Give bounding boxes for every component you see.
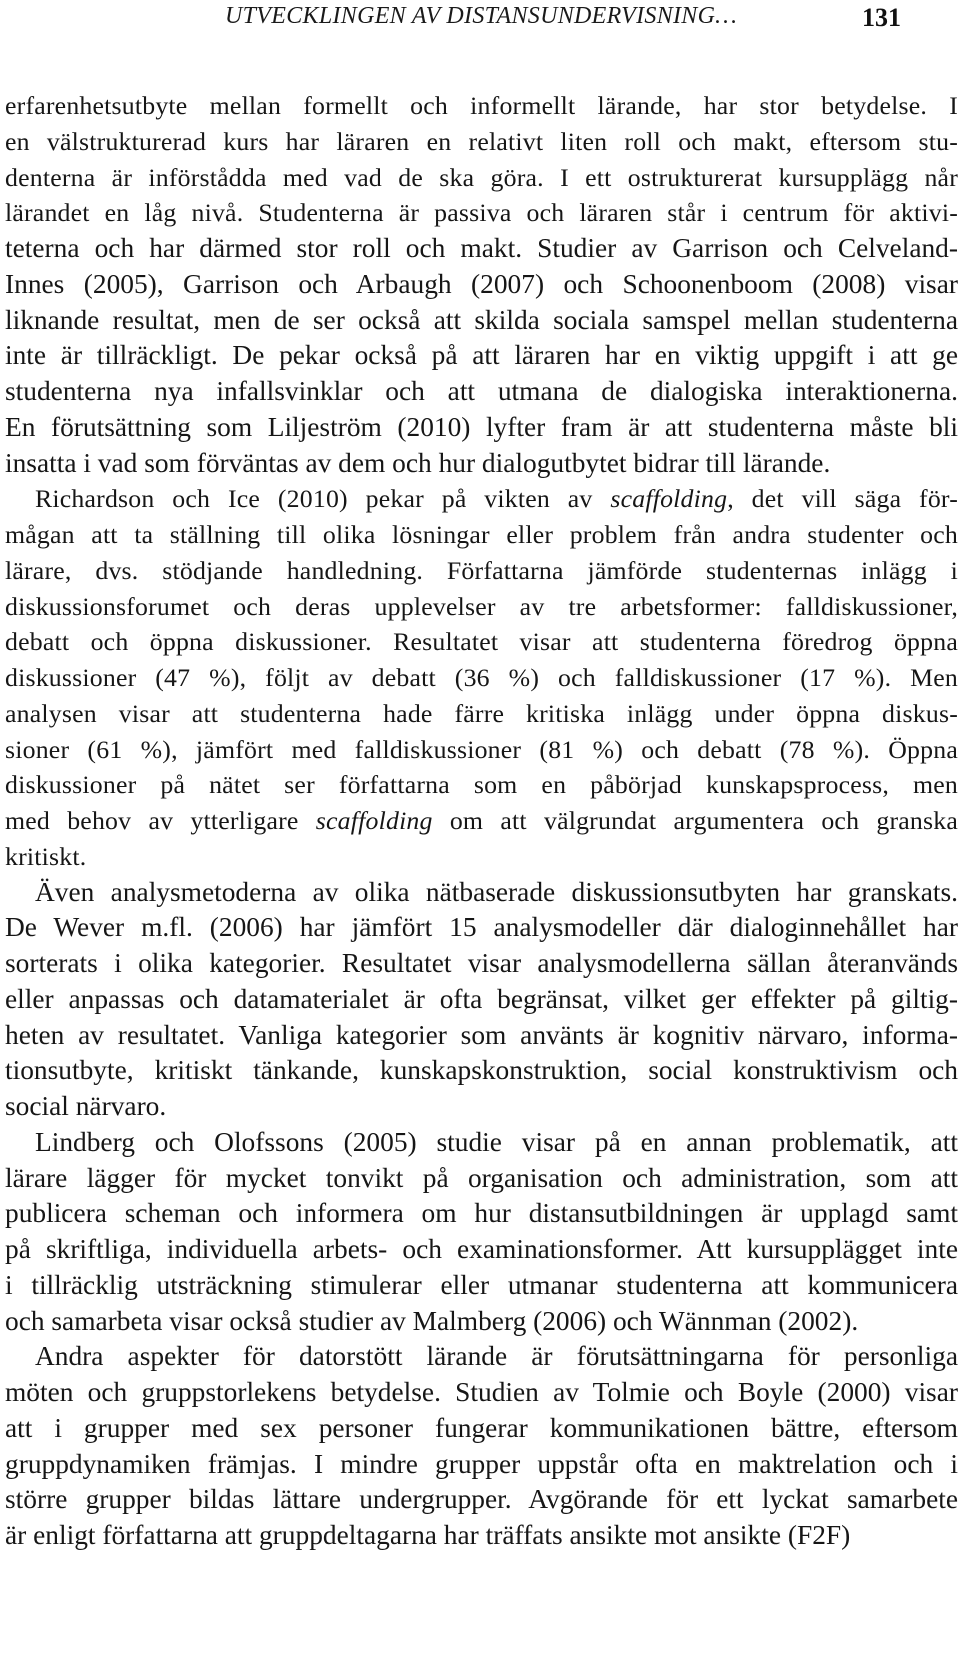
text-line: diskussioner på nätet ser författarna som en påbörjad kunskapsprocess, men <box>5 770 958 800</box>
body-paragraph <box>0 88 960 481</box>
text-line: Lindberg och Olofssons (2005) studie visar på en annan problematik, att <box>35 1126 958 1157</box>
text-line: diskussionsforumet och deras upplevelser av tre arbetsformer: falldiskussioner, <box>5 591 958 621</box>
text-line: Innes (2005), Garrison och Arbaugh (2007) och Schoonenboom (2008) visar <box>5 268 958 299</box>
text-line: social närvaro. <box>5 1091 167 1121</box>
text-line: De Wever m.fl. (2006) har jämfört 15 analysmodeller där dialoginnehållet har <box>5 912 958 943</box>
body-paragraph <box>0 875 960 1125</box>
text-line: teterna och har därmed stor roll och makt. Studier av Garrison och Celveland- <box>5 233 958 263</box>
page-number: 131 <box>862 3 901 32</box>
text-line: möten och gruppstorlekens betydelse. Studien av Tolmie och Boyle (2000) visar <box>5 1377 958 1407</box>
text-line: sioner (61 %), jämfört med falldiskussioner (81 %) och debatt (78 %). Öppna <box>5 734 958 764</box>
page-body <box>0 88 960 1554</box>
text-line: gruppdynamiken främjas. I mindre grupper uppstår ofta en maktrelation och i <box>5 1448 958 1479</box>
text-line: Andra aspekter för datorstött lärande är förutsättningarna för personliga <box>35 1341 958 1372</box>
text-line: erfarenhetsutbyte mellan formellt och informellt lärande, har stor betydelse. I <box>5 91 958 120</box>
text-line: inte är tillräckligt. De pekar också på att läraren har en viktig uppgift i att ge <box>5 340 958 371</box>
text-line: eller anpassas och datamaterialet är ofta begränsat, vilket ger effekter på giltig- <box>5 983 958 1014</box>
text-line: att i grupper med sex personer fungerar kommunikationen bättre, eftersom <box>5 1412 958 1443</box>
text-line: en välstrukturerad kurs har läraren en relativt liten roll och makt, eftersom stu- <box>5 126 958 156</box>
text-line: större grupper bildas lättare undergrupper. Avgörande för ett lyckat samarbete <box>5 1484 958 1515</box>
text-line: på skriftliga, individuella arbets- och examinationsformer. Att kursupplägget inte <box>5 1234 958 1264</box>
text-line: insatta i vad som förväntas av dem och hur dialogutbytet bidrar till lärande. <box>5 447 831 478</box>
text-line: och samarbeta visar också studier av Malmberg (2006) och Wännman (2002). <box>5 1305 859 1336</box>
running-title: UTVECKLINGEN AV DISTANSUNDERVISNING… <box>225 3 737 29</box>
text-line: heten av resultatet. Vanliga kategorier som använts är kognitiv närvaro, informa- <box>5 1019 958 1050</box>
body-paragraph <box>0 1125 960 1340</box>
text-line: i tillräcklig utsträckning stimulerar eller utmanar studenterna att kommunicera <box>5 1269 958 1300</box>
text-line: sorterats i olika kategorier. Resultatet visar analysmodellerna sällan återanvänds <box>5 948 958 978</box>
text-line: diskussioner (47 %), följt av debatt (36 %) och falldiskussioner (17 %). Men <box>5 663 958 692</box>
text-line: lärare lägger för mycket tonvikt på organisation och administration, som att <box>5 1162 958 1193</box>
text-line: debatt och öppna diskussioner. Resultatet visar att studenterna föredrog öppna <box>5 627 958 657</box>
running-header <box>0 0 960 40</box>
body-paragraph <box>0 1339 960 1554</box>
text-line: liknande resultat, men de ser också att skilda sociala samspel mellan studenterna <box>5 304 958 335</box>
text-line: mågan att ta ställning till olika lösningar eller problem från andra studenter och <box>5 520 958 549</box>
text-line: publicera scheman och informera om hur distansutbildningen är upplagd samt <box>5 1198 958 1229</box>
body-paragraph <box>0 481 960 874</box>
text-line: Även analysmetoderna av olika nätbaserade diskussionsutbyten har granskats. <box>35 876 958 907</box>
text-line: tionsutbyte, kritiskt tänkande, kunskapskonstruktion, social konstruktivism och <box>5 1055 958 1086</box>
text-line: studenterna nya infallsvinklar och att utmana de dialogiska interaktionerna. <box>5 376 958 406</box>
text-line: Richardson och Ice (2010) pekar på vikten av scaffolding, det vill säga för- <box>35 484 958 514</box>
text-line: med behov av ytterligare scaffolding om att välgrundat argumentera och granska <box>5 806 958 835</box>
text-line: är enligt författarna att gruppdeltagarna har träffats ansikte mot ansikte (F2F) <box>5 1520 851 1550</box>
text-line: denterna är införstådda med vad de ska göra. I ett ostrukturerat kursupplägg når <box>5 162 958 192</box>
text-line: lärandet en låg nivå. Studenterna är passiva och läraren står i centrum för aktivi- <box>5 198 958 228</box>
text-line: analysen visar att studenterna hade färre kritiska inlägg under öppna diskus- <box>5 698 958 728</box>
text-line: lärare, dvs. stödjande handledning. Författarna jämförde studenternas inlägg i <box>5 555 958 585</box>
text-line: kritiskt. <box>5 841 87 871</box>
text-line: En förutsättning som Liljeström (2010) lyfter fram är att studenterna måste bli <box>5 411 958 442</box>
